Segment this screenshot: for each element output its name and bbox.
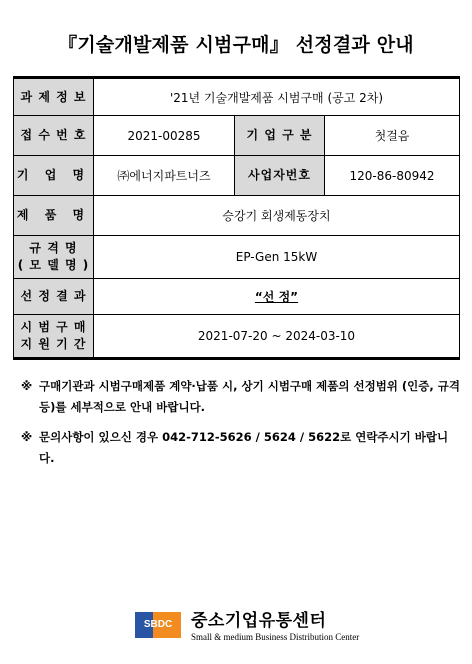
footer <box>135 604 359 644</box>
receipt-value: 2021-00285 <box>94 116 235 156</box>
table-row <box>14 315 460 359</box>
note-item <box>21 376 461 418</box>
bizno-value: 120-86-80942 <box>325 156 460 196</box>
receipt-label: 접 수 번 호 <box>14 116 94 156</box>
bizno-label: 사업자번호 <box>235 156 325 196</box>
note-item <box>21 427 461 469</box>
table-row <box>14 279 460 315</box>
project-label: 과 제 정 보 <box>14 78 94 116</box>
note-text: 구매기관과 시범구매제품 계약·납품 시, 상기 시범구매 제품의 선정범위 (인증, 규격 등)를 세부적으로 안내 바랍니다. <box>39 379 460 414</box>
note-mark: ※ <box>21 430 33 444</box>
result-value-cell <box>94 279 460 315</box>
period-label-line1: 시 범 구 매 <box>20 320 87 334</box>
page-title: 『기술개발제품 시범구매』 선정결과 안내 <box>58 34 414 56</box>
company-type-label: 기 업 구 분 <box>235 116 325 156</box>
project-value: '21년 기술개발제품 시범구매 (공고 2차) <box>94 78 460 116</box>
table-row <box>14 116 460 156</box>
org-name <box>191 606 359 642</box>
period-value: 2021-07-20 ~ 2024-03-10 <box>94 315 460 359</box>
spec-label-line2: ( 모 델 명 ) <box>17 258 90 272</box>
product-label: 제 품 명 <box>14 196 94 236</box>
table-row <box>14 236 460 279</box>
logo-text: SBDC <box>143 619 173 630</box>
period-label-line2: 지 원 기 간 <box>20 337 87 351</box>
result-value: “선 정” <box>254 290 299 304</box>
spec-label <box>14 236 94 279</box>
info-table <box>13 76 460 360</box>
spec-value: EP-Gen 15kW <box>94 236 460 279</box>
table-row <box>14 156 460 196</box>
note-mark: ※ <box>21 379 33 393</box>
note-text: 문의사항이 있으신 경우 042-712-5626 / 5624 / 5622로 연락주시기 바랍니다. <box>39 430 449 465</box>
sbdc-logo <box>135 609 181 639</box>
table-row <box>14 78 460 116</box>
result-label: 선 정 결 과 <box>14 279 94 315</box>
company-value: ㈜에너지파트너즈 <box>94 156 235 196</box>
org-name-ko: 중소기업유통센터 <box>191 611 327 631</box>
notes <box>21 376 461 478</box>
table-row <box>14 196 460 236</box>
org-name-en: Small & medium Business Distribution Center <box>191 632 360 642</box>
period-label <box>14 315 94 359</box>
company-type-value: 첫걸음 <box>325 116 460 156</box>
spec-label-line1: 규 격 명 <box>29 241 78 255</box>
company-label: 기 업 명 <box>14 156 94 196</box>
product-value: 승강기 회생제동장치 <box>94 196 460 236</box>
